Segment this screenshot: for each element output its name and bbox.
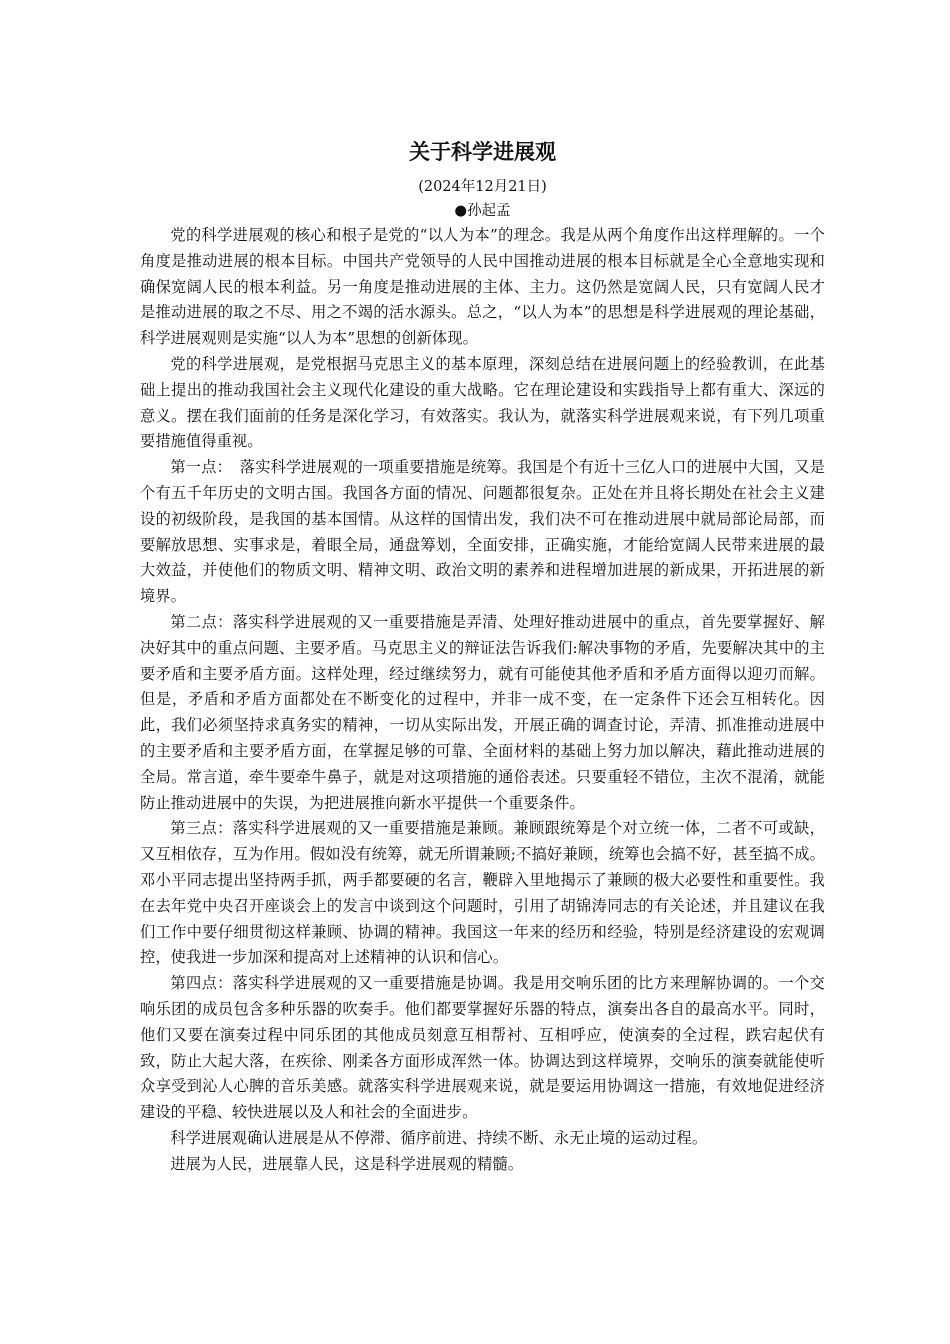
paragraph-4: 第二点：落实科学进展观的又一重要措施是弄清、处理好推动进展中的重点，首先要掌握好、解决好其中的重点问题、主要矛盾。马克思主义的辩证法告诉我们:解决事物的矛盾，先要解决其中的主要矛盾和主要矛盾方面。这样处理，经过继续努力，就有可能使其他矛盾和矛盾方面得以迎刃而解。但是，矛盾和矛盾方面都处在不断变化的过程中，并非一成不变，在一定条件下还会互相转化。因此，我们必须坚持求真务实的精神，一切从实际出发，开展正确的调查讨论，弄清、抓准推动进展中的主要矛盾和主要矛盾方面，在掌握足够的可靠、全面材料的基础上努力加以解决，藉此推动进展的全局。常言道，牵牛要牵牛鼻子，就是对这项措施的通俗表述。只要重轻不错位，主次不混淆，就能防止推动进展中的失误，为把进展推向新水平提供一个重要条件。 xyxy=(140,612,825,812)
paragraph-3: 第一点： 落实科学进展观的一项重要措施是统筹。我国是个有近十三亿人口的进展中大国，又是个有五千年历史的文明古国。我国各方面的情况、问题都很复杂。正处在并且将长期处在社会主义建设的初级阶段，是我国的基本国情。从这样的国情出发，我们决不可在推动进展中就局部论局部，而要解放思想、实事求是，着眼全局，通盘筹划，全面安排，正确实施，才能给宽阔人民带来进展的最大效益，并使他们的物质文明、精神文明、政治文明的素养和进程增加进展的新成果，开拓进展的新境界。 xyxy=(140,458,825,606)
paragraph-7: 科学进展观确认进展是从不停滞、循序前进、持续不断、永无止境的运动过程。 xyxy=(170,1128,708,1147)
paragraph-6: 第四点：落实科学进展观的又一重要措施是协调。我是用交响乐团的比方来理解协调的。一个交响乐团的成员包含多种乐器的吹奏手。他们都要掌握好乐器的特点，演奏出各自的最高水平。同时，他们又要在演奏过程中同乐团的其他成员刻意互相帮衬、互相呼应，使演奏的全过程，跌宕起伏有致，防止大起大落，在疾徐、刚柔各方面形成浑然一体。协调达到这样境界，交响乐的演奏就能使听众享受到沁人心脾的音乐美感。就落实科学进展观来说，就是要运用协调这一措施，有效地促进经济建设的平稳、较快进展以及人和社会的全面进步。 xyxy=(140,974,825,1122)
paragraph-8: 进展为人民，进展靠人民，这是科学进展观的精髓。 xyxy=(170,1154,524,1173)
article-date: (2024年12月21日) xyxy=(418,179,547,195)
article-body xyxy=(140,223,825,1177)
paragraph-5: 第三点：落实科学进展观的又一重要措施是兼顾。兼顾跟统筹是个对立统一体，二者不可或缺，又互相依存，互为作用。假如没有统筹，就无所谓兼顾;不搞好兼顾，统筹也会搞不好，甚至搞不成。邓小平同志提出坚持两手抓，两手都要硬的名言，鞭辟入里地揭示了兼顾的极大必要性和重要性。我在去年党中央召开座谈会上的发言中谈到这个问题时，引用了胡锦涛同志的有关论述，并且建议在我们工作中要仔细贯彻这样兼顾、协调的精神。我国这一年来的经历和经验，特别是经济建设的宏观调控，使我进一步加深和提高对上述精神的认识和信心。 xyxy=(140,819,825,967)
article xyxy=(140,137,825,1177)
article-title: 关于科学进展观 xyxy=(409,140,556,164)
paragraph-2: 党的科学进展观，是党根据马克思主义的基本原理，深刻总结在进展问题上的经验教训，在此基础上提出的推动我国社会主义现代化建设的重大战略。它在理论建设和实践指导上都有重大、深远的意义。摆在我们面前的任务是深化学习，有效落实。我认为，就落实科学进展观来说，有下列几项重要措施值得重视。 xyxy=(140,354,825,451)
paragraph-1: 党的科学进展观的核心和根子是党的“以人为本”的理念。我是从两个角度作出这样理解的。一个角度是推动进展的根本目标。中国共产党领导的人民中国推动进展的根本目标就是全心全意地实现和确保宽阔人民的根本利益。另一角度是推动进展的主体、主力。这仍然是宽阔人民，只有宽阔人民才是推动进展的取之不尽、用之不竭的活水源头。总之，“以人为本”的思想是科学进展观的理论基础，科学进展观则是实施“以人为本”思想的创新体现。 xyxy=(140,226,825,348)
article-author: ●孙起孟 xyxy=(454,203,511,219)
